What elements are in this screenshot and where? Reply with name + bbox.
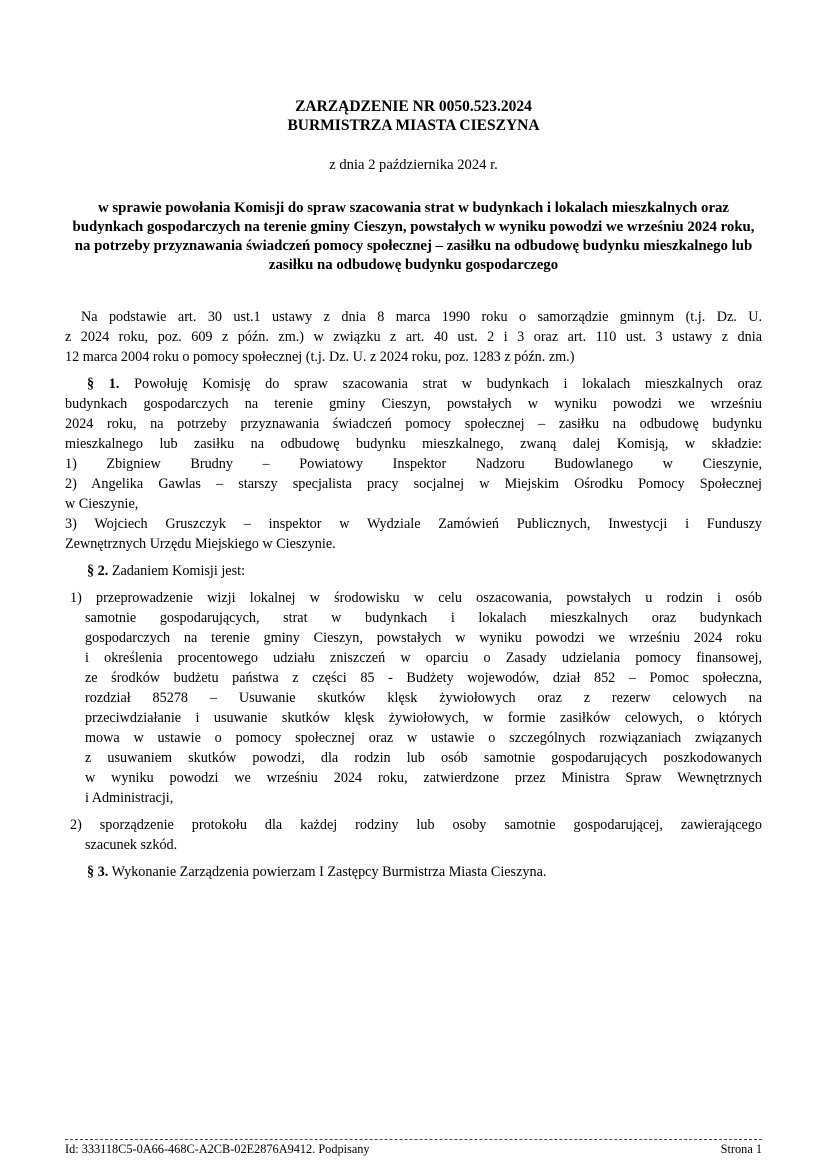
paragraph [65,307,762,367]
text-line: 2024 roku, na potrzeby przyznawania świadczeń pomocy społecznej – zasiłku na odbudowę budynku [65,416,762,432]
text-line: z 2024 roku, poz. 609 z późn. zm.) w związku z art. 40 ust. 2 i 3 oraz art. 110 ust. 3 ustawy z dnia [65,329,762,345]
text-line: Zewnętrznych Urzędu Miejskiego w Cieszynie. [65,536,336,552]
document-body [65,307,762,882]
paragraph [65,862,762,882]
text-line: gospodarczych na terenie gminy Cieszyn, powstałych w wyniku powodzi we wrześniu 2024 roku [85,630,762,646]
text-line: 1) przeprowadzenie wizji lokalnej w środowisku w celu oszacowania, powstałych u rodzin i osób [70,590,762,606]
subject-line: w sprawie powołania Komisji do spraw szacowania strat w budynkach i lokalach mieszkalnych oraz budynkach gospodarczych na terenie gminy Cieszyn, powstałych w wyniku powodzi we wrześniu 2024 roku, na potrzeby przyznawania świadczeń pomocy społecznej – zasiłku na odbudowę budynku mieszkalnego lub zasiłku na odbudowę budynku gospodarczego [72,200,755,273]
text-line: w wyniku powodzi we wrześniu 2024 roku, zatwierdzone przez Ministra Spraw Wewnętrznych [85,770,762,786]
text-line: § 1. Powołuję Komisję do spraw szacowania strat w budynkach i lokalach mieszkalnych oraz [87,376,763,392]
text-line: i Administracji, [85,790,174,806]
document-id: Id: 333118C5-0A66-468C-A2CB-02E2876A9412. Podpisany [65,1142,370,1156]
text-line: 2) Angelika Gawlas – starszy specjalista pracy socjalnej w Miejskim Ośrodku Pomocy Społecznej [65,476,762,492]
text-line: szacunek szkód. [85,837,178,853]
section-symbol: § 3. [87,864,109,880]
page-number: Strona 1 [720,1142,762,1156]
text-line: przeciwdziałanie i usuwanie skutków klęsk żywiołowych, w formie zasiłków celowych, o których [85,710,762,726]
paragraph [65,374,762,554]
title-block [65,97,762,135]
text-line: rozdział 85278 – Usuwanie skutków klęsk żywiołowych oraz z rezerw celowych na [85,690,762,706]
text-line: mieszkalnego lub zasiłku na odbudowę budynku mieszkalnego, zwaną dalej Komisją, w składzie: [65,436,762,452]
text-line: ze środków budżetu państwa z części 85 - Budżety wojewodów, dział 852 – Pomoc społeczna, [85,670,762,686]
text-line: budynkach gospodarczych na terenie gminy Cieszyn, powstałych w wyniku powodzi we wrześniu [65,396,762,412]
text-line: 3) Wojciech Gruszczyk – inspektor w Wydziale Zamówień Publicznych, Inwestycji i Funduszy [65,516,762,532]
section-symbol: § 2. [87,563,109,579]
date-line: z dnia 2 października 2024 r. [329,157,498,173]
text-line: 2) sporządzenie protokołu dla każdej rodziny lub osoby samotnie gospodarującej, zawierającego [70,817,762,833]
paragraph [65,588,762,808]
issuer-title: BURMISTRZA MIASTA CIESZYNA [287,117,540,134]
text-line: 1) Zbigniew Brudny – Powiatowy Inspektor Nadzoru Budowlanego w Cieszynie, [65,456,762,472]
text-line: samotnie gospodarujących, strat w budynkach i lokalach mieszkalnych oraz budynkach [85,610,762,626]
document-content [65,0,762,882]
text-line: Na podstawie art. 30 ust.1 ustawy z dnia 8 marca 1990 roku o samorządzie gminnym (t.j. Dz. U. [81,309,762,325]
paragraph [65,561,762,581]
ordinance-number: ZARZĄDZENIE NR 0050.523.2024 [295,98,532,115]
text-line: § 3. Wykonanie Zarządzenia powierzam I Zastępcy Burmistrza Miasta Cieszyna. [87,864,547,880]
paragraph [65,815,762,855]
section-symbol: § 1. [87,376,120,392]
footer [65,1139,762,1157]
text-line: i określenia procentowego udziału zniszczeń w oparciu o Zasady udzielania pomocy finansowej, [85,650,762,666]
text-line: z usuwaniem skutków powodzi, dla rodzin lub osób samotnie gospodarujących poszkodowanych [85,750,762,766]
text-line: w Cieszynie, [65,496,139,512]
text-line: mowa w ustawie o pomocy społecznej oraz w ustawie o szczególnych rozwiązaniach związanych [85,730,762,746]
text-line: § 2. Zadaniem Komisji jest: [87,563,246,579]
text-line: 12 marca 2004 roku o pomocy społecznej (t.j. Dz. U. z 2024 roku, poz. 1283 z późn. zm.) [65,349,575,365]
